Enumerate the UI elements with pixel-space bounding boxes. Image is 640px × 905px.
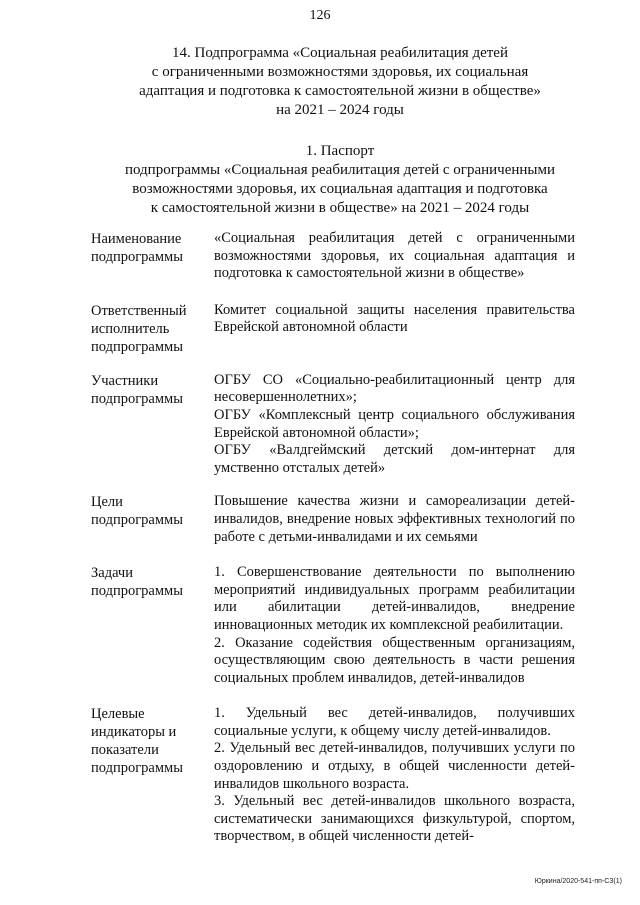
subprogram-title-line: 14. Подпрограмма «Социальная реабилитация детей	[172, 45, 508, 61]
subprogram-title	[60, 44, 620, 120]
row-value	[214, 372, 575, 478]
row-paragraph: ОГБУ «Валдгеймский детский дом-интернат для умственно отсталых детей»	[214, 442, 575, 476]
row-label-line: подпрограммы	[91, 760, 183, 777]
row-value	[214, 230, 575, 283]
row-label-line: Наименование	[91, 231, 182, 247]
row-paragraph: ОГБУ «Комплексный центр социального обслуживания Еврейской автономной области»;	[214, 406, 575, 441]
row-label-line: Задачи	[91, 565, 133, 582]
row-label-line: Участники	[91, 372, 159, 389]
subprogram-title-line: на 2021 – 2024 годы	[276, 102, 404, 118]
row-value	[214, 302, 575, 337]
row-paragraph: 1. Совершенствование деятельности по выполнению мероприятий индивидуальных программ реабилитации или абилитации детей-инвалидов, внедрение инновационных методик их комплексной реабилитации.	[214, 564, 575, 633]
row-paragraph: 3. Удельный вес детей-инвалидов школьного возраста, систематически занимающихся физкультурой, спортом, творчеством, в общей численности детей-	[214, 793, 575, 845]
row-label-line: Целевые	[91, 706, 145, 723]
document-code: Юркина/2020-541-пп-СЗ(1)	[534, 878, 622, 885]
row-label	[91, 705, 214, 777]
passport-title-line: к самостоятельной жизни в обществе» на 2021 – 2024 годы	[150, 200, 530, 216]
passport-row-name	[91, 230, 575, 283]
passport-title-line: 1. Паспорт	[305, 143, 375, 159]
row-paragraph: ОГБУ СО «Социально-реабилитационный центр для несовершеннолетних»;	[214, 371, 575, 406]
row-label-line: показатели	[91, 742, 159, 759]
passport-row-tasks	[91, 564, 575, 687]
row-paragraph: 2. Оказание содействия общественным организациям, осуществляющим свою деятельность в части решения социальных проблем инвалидов, детей-инвалидов	[214, 634, 575, 686]
passport-title-line: подпрограммы «Социальная реабилитация детей с ограниченными	[124, 162, 556, 178]
row-value	[214, 564, 575, 687]
row-label	[91, 493, 214, 529]
passport-table	[91, 230, 575, 846]
row-label	[91, 564, 214, 600]
passport-row-goals	[91, 493, 575, 546]
row-label-line: индикаторы и	[91, 724, 177, 741]
row-label-line: подпрограммы	[91, 390, 183, 407]
row-label	[91, 302, 214, 356]
row-label-line: подпрограммы	[91, 338, 183, 355]
row-label-line: подпрограммы	[91, 512, 183, 529]
passport-row-participants	[91, 372, 575, 478]
page-number: 126	[309, 8, 331, 23]
row-label	[91, 372, 214, 408]
subprogram-title-line: адаптация и подготовка к самостоятельной жизни в обществе»	[139, 83, 541, 99]
row-paragraph: 1. Удельный вес детей-инвалидов, получивших социальные услуги, к общему числу детей-инвалидов.	[214, 705, 575, 739]
row-paragraph: 2. Удельный вес детей-инвалидов, получивших услуги по оздоровлению и отдыху, в общей численности детей-инвалидов школьного возраста.	[214, 740, 575, 792]
row-label-line: подпрограммы	[91, 249, 183, 265]
row-label-line: подпрограммы	[91, 583, 183, 600]
row-paragraph: Повышение качества жизни и самореализации детей-инвалидов, внедрение новых эффективных технологий по работе с детьми-инвалидами и их семьями	[214, 493, 575, 545]
passport-row-indicators	[91, 705, 575, 846]
subprogram-title-line: с ограниченными возможностями здоровья, их социальная	[151, 64, 529, 80]
row-label-line: Цели	[91, 494, 123, 511]
row-paragraph: Комитет социальной защиты населения правительства Еврейской автономной области	[214, 301, 575, 336]
row-paragraph: «Социальная реабилитация детей с ограниченными возможностями здоровья, их социальная адаптация и подготовка к самостоятельной жизни в обществе»	[214, 230, 575, 282]
row-value	[214, 493, 575, 546]
row-label	[91, 230, 214, 266]
row-value	[214, 705, 575, 846]
passport-title-line: возможностями здоровья, их социальная адаптация и подготовка	[132, 181, 548, 197]
passport-row-executor	[91, 302, 575, 356]
row-label-line: Ответственный	[91, 302, 187, 319]
passport-title	[60, 142, 620, 218]
row-label-line: исполнитель	[91, 320, 170, 337]
